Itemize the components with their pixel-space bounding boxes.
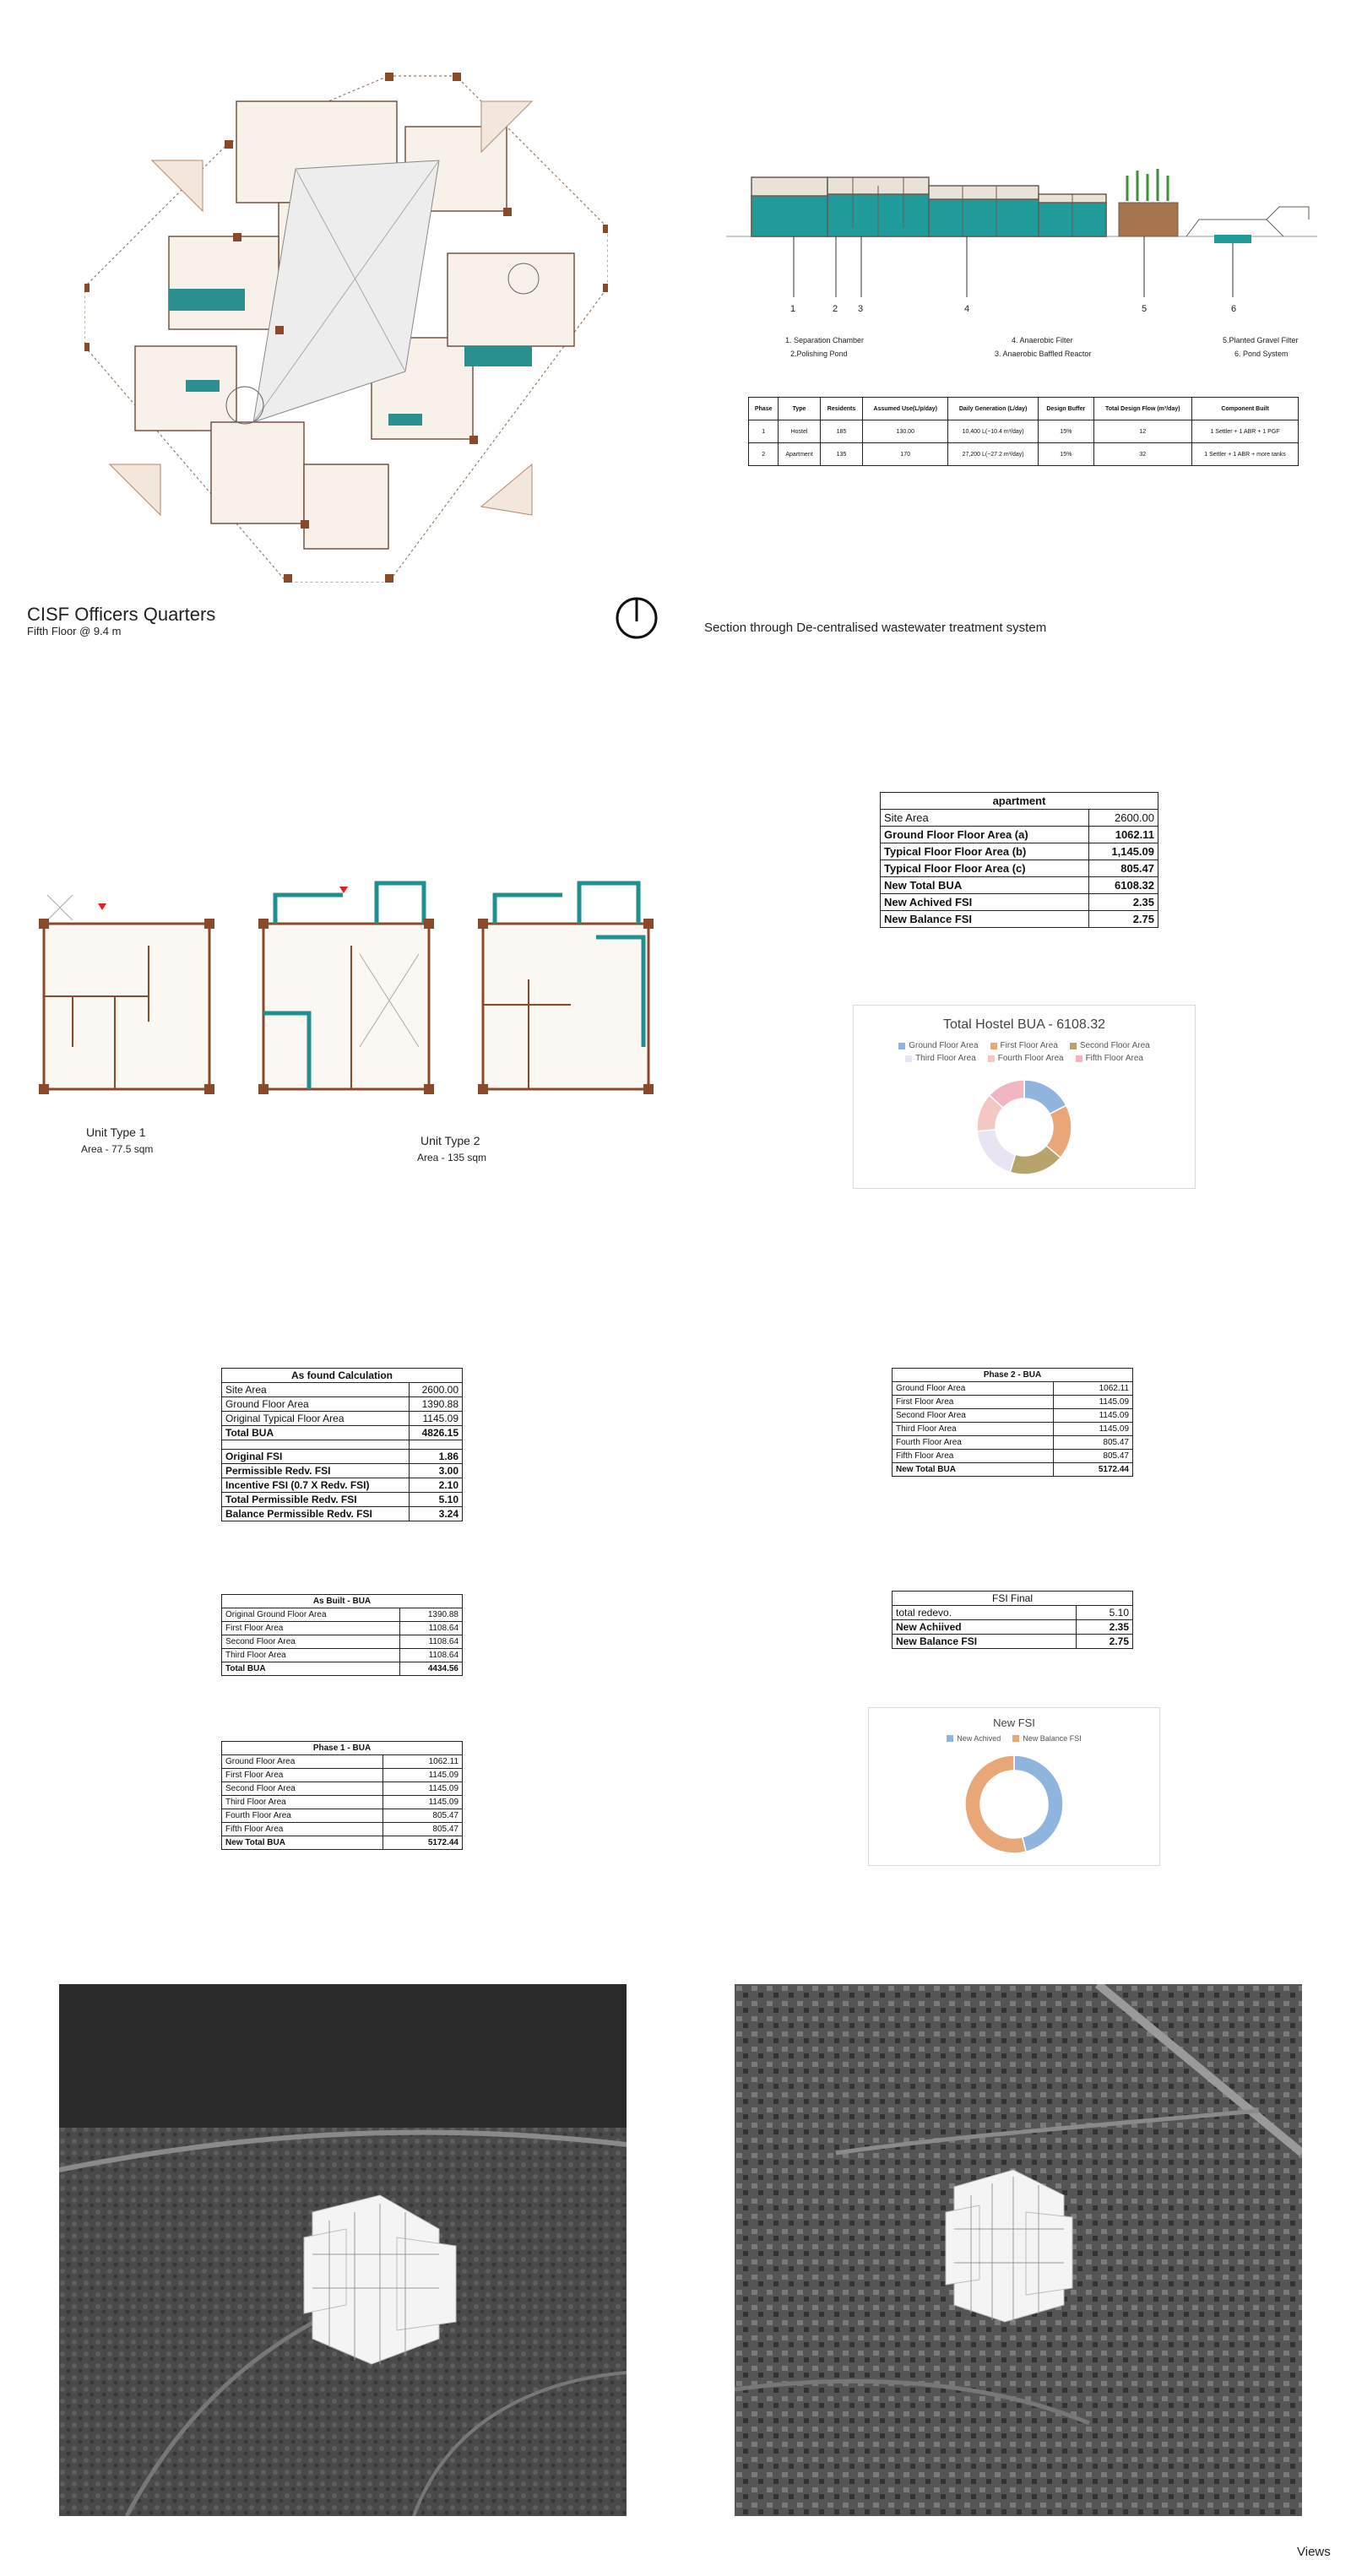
phase-1-table bbox=[221, 1741, 463, 1850]
legend-item bbox=[1076, 1054, 1143, 1063]
phase-2-table bbox=[892, 1368, 1133, 1477]
table-row bbox=[881, 894, 1158, 911]
legend-swatch bbox=[905, 1055, 912, 1062]
section-legend-item: 6. Pond System bbox=[1234, 350, 1289, 358]
table-header: Residents bbox=[820, 398, 863, 420]
apartment-table bbox=[880, 792, 1158, 928]
unit-type-1-label: Unit Type 1 bbox=[86, 1125, 146, 1139]
table-cell: Second Floor Area bbox=[222, 1782, 383, 1796]
table-row bbox=[222, 1649, 463, 1662]
table-title: Phase 2 - BUA bbox=[893, 1369, 1133, 1382]
table-cell: Third Floor Area bbox=[222, 1796, 383, 1809]
section-legend-item: 4. Anaerobic Filter bbox=[1012, 336, 1073, 344]
table-cell: 15% bbox=[1039, 420, 1094, 443]
aerial-view-2 bbox=[735, 1984, 1302, 2516]
table-cell: 805.47 bbox=[1054, 1450, 1133, 1463]
table-row bbox=[881, 810, 1158, 827]
table-row bbox=[893, 1620, 1133, 1635]
legend-item bbox=[1012, 1734, 1082, 1743]
section-legend-item: 5.Planted Gravel Filter bbox=[1223, 336, 1299, 344]
as-found-table bbox=[221, 1368, 463, 1521]
table-cell: 2 bbox=[749, 443, 779, 466]
section-number: 6 bbox=[1231, 304, 1237, 314]
table-header: Daily Generation (L/day) bbox=[948, 398, 1039, 420]
table-cell: Incentive FSI (0.7 X Redv. FSI) bbox=[222, 1478, 410, 1493]
table-cell: 805.47 bbox=[383, 1809, 463, 1823]
table-cell: 1390.88 bbox=[399, 1608, 462, 1622]
legend-swatch bbox=[990, 1043, 997, 1049]
table-cell: 1 Settler + 1 ABR + 1 PGF bbox=[1192, 420, 1299, 443]
table-cell: Typical Floor Floor Area (b) bbox=[881, 843, 1089, 860]
table-title: As found Calculation bbox=[222, 1369, 463, 1383]
legend-item bbox=[947, 1734, 1001, 1743]
table-cell: 10,400 L(~10.4 m³/day) bbox=[948, 420, 1039, 443]
table-cell: Fifth Floor Area bbox=[893, 1450, 1054, 1463]
table-cell: New Achived FSI bbox=[881, 894, 1089, 911]
table-row bbox=[749, 443, 1299, 466]
as-built-table bbox=[221, 1594, 463, 1676]
table-cell: 805.47 bbox=[383, 1823, 463, 1836]
table-cell: 1062.11 bbox=[1054, 1382, 1133, 1396]
table-cell: 130.00 bbox=[863, 420, 948, 443]
table-cell: 12 bbox=[1093, 420, 1191, 443]
table-cell: Second Floor Area bbox=[222, 1635, 400, 1649]
new-fsi-chart bbox=[868, 1707, 1160, 1866]
table-cell: 2.10 bbox=[409, 1478, 462, 1493]
table-cell: Site Area bbox=[222, 1383, 410, 1397]
table-row bbox=[222, 1397, 463, 1412]
table-cell: 5172.44 bbox=[383, 1836, 463, 1850]
table-row bbox=[222, 1464, 463, 1478]
table-cell: First Floor Area bbox=[893, 1396, 1054, 1409]
table-cell: Third Floor Area bbox=[893, 1423, 1054, 1436]
chart-title: Total Hostel BUA - 6108.32 bbox=[942, 1017, 1106, 1032]
table-row bbox=[222, 1608, 463, 1622]
legend-label: New Achived bbox=[957, 1734, 1001, 1743]
legend-swatch bbox=[1012, 1735, 1019, 1742]
plan-title: CISF Officers Quarters bbox=[27, 604, 216, 625]
table-title: As Built - BUA bbox=[222, 1595, 463, 1608]
table-cell: Permissible Redv. FSI bbox=[222, 1464, 410, 1478]
table-cell: 4826.15 bbox=[409, 1426, 462, 1440]
table-row bbox=[222, 1635, 463, 1649]
unit-type-2-plan-a bbox=[258, 878, 436, 1098]
table-header: Design Buffer bbox=[1039, 398, 1094, 420]
chart-title: New FSI bbox=[993, 1716, 1035, 1729]
table-cell: 1145.09 bbox=[409, 1412, 462, 1426]
legend-item bbox=[990, 1041, 1058, 1050]
table-cell: 1145.09 bbox=[1054, 1396, 1133, 1409]
table-row bbox=[222, 1769, 463, 1782]
table-row bbox=[881, 843, 1158, 860]
table-cell: 135 bbox=[820, 443, 863, 466]
chart-legend bbox=[869, 1734, 1159, 1743]
north-arrow-icon bbox=[615, 596, 659, 644]
table-cell: Site Area bbox=[881, 810, 1089, 827]
table-row bbox=[893, 1463, 1133, 1477]
table-cell: 2.35 bbox=[1089, 894, 1158, 911]
legend-swatch bbox=[1076, 1055, 1082, 1062]
table-cell: 1 Settler + 1 ABR + more tanks bbox=[1192, 443, 1299, 466]
table-title: apartment bbox=[881, 793, 1158, 810]
table-cell: 32 bbox=[1093, 443, 1191, 466]
table-cell: 1108.64 bbox=[399, 1649, 462, 1662]
chart-legend bbox=[879, 1041, 1169, 1063]
legend-swatch bbox=[947, 1735, 953, 1742]
table-row bbox=[893, 1635, 1133, 1649]
table-cell: New Total BUA bbox=[893, 1463, 1054, 1477]
legend-item bbox=[898, 1041, 978, 1050]
table-cell: Ground Floor Area bbox=[893, 1382, 1054, 1396]
section-number: 2 bbox=[833, 304, 838, 314]
table-cell: Balance Permissible Redv. FSI bbox=[222, 1507, 410, 1521]
table-row bbox=[881, 877, 1158, 894]
table-header: Phase bbox=[749, 398, 779, 420]
table-cell: New Balance FSI bbox=[881, 911, 1089, 928]
legend-label: Third Floor Area bbox=[915, 1054, 976, 1063]
section-number: 5 bbox=[1142, 304, 1148, 314]
legend-swatch bbox=[898, 1043, 905, 1049]
table-cell: 1108.64 bbox=[399, 1635, 462, 1649]
table-row bbox=[222, 1507, 463, 1521]
table-cell: Ground Floor Floor Area (a) bbox=[881, 827, 1089, 843]
new-fsi-donut bbox=[869, 1747, 1159, 1865]
plan-subtitle: Fifth Floor @ 9.4 m bbox=[27, 625, 122, 637]
table-cell: Typical Floor Floor Area (c) bbox=[881, 860, 1089, 877]
table-row bbox=[893, 1396, 1133, 1409]
table-cell: 2.35 bbox=[1076, 1620, 1132, 1635]
table-cell: 2600.00 bbox=[1089, 810, 1158, 827]
hostel-bua-chart bbox=[853, 1005, 1196, 1189]
table-row bbox=[222, 1622, 463, 1635]
table-row bbox=[222, 1478, 463, 1493]
table-cell: 27,200 L(~27.2 m³/day) bbox=[948, 443, 1039, 466]
section-caption: Section through De-centralised wastewater treatment system bbox=[704, 621, 1047, 635]
table-row bbox=[222, 1383, 463, 1397]
table-cell: Total BUA bbox=[222, 1426, 410, 1440]
table-cell: Fifth Floor Area bbox=[222, 1823, 383, 1836]
table-cell: 1062.11 bbox=[1089, 827, 1158, 843]
table-row bbox=[222, 1662, 463, 1676]
section-legend-item: 2.Polishing Pond bbox=[790, 350, 848, 358]
legend-label: Fifth Floor Area bbox=[1085, 1054, 1143, 1063]
legend-label: Ground Floor Area bbox=[909, 1041, 979, 1050]
table-row bbox=[222, 1836, 463, 1850]
table-cell: First Floor Area bbox=[222, 1622, 400, 1635]
table-cell: Third Floor Area bbox=[222, 1649, 400, 1662]
table-cell: 5172.44 bbox=[1054, 1463, 1133, 1477]
table-row bbox=[881, 860, 1158, 877]
table-cell: New Total BUA bbox=[222, 1836, 383, 1850]
table-cell: Original FSI bbox=[222, 1450, 410, 1464]
unit-type-2-area: Area - 135 sqm bbox=[417, 1152, 487, 1163]
table-cell: 185 bbox=[820, 420, 863, 443]
table-cell: Original Typical Floor Area bbox=[222, 1412, 410, 1426]
legend-label: Second Floor Area bbox=[1079, 1041, 1150, 1050]
views-label: Views bbox=[1297, 2545, 1331, 2559]
table-row bbox=[881, 911, 1158, 928]
table-cell: 1390.88 bbox=[409, 1397, 462, 1412]
table-cell: 4434.56 bbox=[399, 1662, 462, 1676]
table-row bbox=[893, 1450, 1133, 1463]
table-row bbox=[222, 1450, 463, 1464]
table-cell: 2.75 bbox=[1089, 911, 1158, 928]
unit-type-1-area: Area - 77.5 sqm bbox=[81, 1143, 154, 1155]
table-cell: 3.24 bbox=[409, 1507, 462, 1521]
table-cell: 2.75 bbox=[1076, 1635, 1132, 1649]
unit-type-2-label: Unit Type 2 bbox=[420, 1134, 480, 1147]
legend-label: First Floor Area bbox=[1000, 1041, 1058, 1050]
fifth-floor-plan bbox=[84, 68, 608, 583]
table-cell: 1108.64 bbox=[399, 1622, 462, 1635]
table-cell: 5.10 bbox=[1076, 1606, 1132, 1620]
table-cell: 1,145.09 bbox=[1089, 843, 1158, 860]
table-cell: 1.86 bbox=[409, 1450, 462, 1464]
table-row bbox=[222, 1412, 463, 1426]
table-row bbox=[222, 1755, 463, 1769]
table-cell: 1145.09 bbox=[383, 1782, 463, 1796]
table-row bbox=[881, 827, 1158, 843]
legend-label: Fourth Floor Area bbox=[997, 1054, 1064, 1063]
section-number: 3 bbox=[858, 304, 864, 314]
table-row bbox=[222, 1823, 463, 1836]
table-header: Type bbox=[779, 398, 820, 420]
table-cell: Original Ground Floor Area bbox=[222, 1608, 400, 1622]
table-header: Total Design Flow (m³/day) bbox=[1093, 398, 1191, 420]
table-row bbox=[893, 1423, 1133, 1436]
table-cell: total redevo. bbox=[893, 1606, 1077, 1620]
table-row bbox=[222, 1426, 463, 1440]
table-cell: 1145.09 bbox=[383, 1796, 463, 1809]
table-title: Phase 1 - BUA bbox=[222, 1742, 463, 1755]
table-cell: 805.47 bbox=[1089, 860, 1158, 877]
legend-item bbox=[1070, 1041, 1150, 1050]
table-cell: New Balance FSI bbox=[893, 1635, 1077, 1649]
donut-slice bbox=[977, 1130, 1016, 1172]
section-legend-item: 1. Separation Chamber bbox=[785, 336, 865, 344]
table-header: Assumed Use(L/p/day) bbox=[863, 398, 948, 420]
table-cell: 15% bbox=[1039, 443, 1094, 466]
table-cell: Fourth Floor Area bbox=[222, 1809, 383, 1823]
table-cell: 1145.09 bbox=[383, 1769, 463, 1782]
section-number: 4 bbox=[964, 304, 970, 314]
unit-type-1-plan bbox=[39, 895, 216, 1098]
table-cell: 170 bbox=[863, 443, 948, 466]
table-cell: New Achiived bbox=[893, 1620, 1077, 1635]
fsi-final-table bbox=[892, 1591, 1133, 1649]
table-row bbox=[893, 1436, 1133, 1450]
table-cell: Hostel bbox=[779, 420, 820, 443]
table-row bbox=[893, 1382, 1133, 1396]
table-cell: 1145.09 bbox=[1054, 1409, 1133, 1423]
table-row bbox=[893, 1409, 1133, 1423]
table-cell: Ground Floor Area bbox=[222, 1755, 383, 1769]
table-cell: Total BUA bbox=[222, 1662, 400, 1676]
table-cell: Ground Floor Area bbox=[222, 1397, 410, 1412]
table-row bbox=[222, 1796, 463, 1809]
table-cell: Total Permissible Redv. FSI bbox=[222, 1493, 410, 1507]
wastewater-design-table bbox=[748, 397, 1299, 466]
table-cell: New Total BUA bbox=[881, 877, 1089, 894]
legend-item bbox=[905, 1054, 976, 1063]
legend-label: New Balance FSI bbox=[1023, 1734, 1082, 1743]
table-cell: 805.47 bbox=[1054, 1436, 1133, 1450]
table-cell: 1062.11 bbox=[383, 1755, 463, 1769]
table-cell: Apartment bbox=[779, 443, 820, 466]
table-row bbox=[893, 1606, 1133, 1620]
legend-swatch bbox=[988, 1055, 995, 1062]
table-cell: 3.00 bbox=[409, 1464, 462, 1478]
wastewater-section-drawing bbox=[726, 152, 1317, 321]
table-row bbox=[222, 1809, 463, 1823]
table-cell: 5.10 bbox=[409, 1493, 462, 1507]
legend-swatch bbox=[1070, 1043, 1077, 1049]
unit-type-2-plan-b bbox=[478, 878, 655, 1098]
aerial-view-1 bbox=[59, 1984, 627, 2516]
table-cell: 1145.09 bbox=[1054, 1423, 1133, 1436]
hostel-bua-donut bbox=[854, 1076, 1195, 1186]
section-legend-item: 3. Anaerobic Baffled Reactor bbox=[995, 350, 1092, 358]
table-cell: 6108.32 bbox=[1089, 877, 1158, 894]
section-number: 1 bbox=[790, 304, 796, 314]
table-header: Component Built bbox=[1192, 398, 1299, 420]
table-cell: 1 bbox=[749, 420, 779, 443]
table-row bbox=[222, 1493, 463, 1507]
table-cell: Fourth Floor Area bbox=[893, 1436, 1054, 1450]
table-row bbox=[222, 1782, 463, 1796]
table-cell: 2600.00 bbox=[409, 1383, 462, 1397]
table-cell: First Floor Area bbox=[222, 1769, 383, 1782]
table-title: FSI Final bbox=[893, 1592, 1133, 1606]
table-cell: Second Floor Area bbox=[893, 1409, 1054, 1423]
legend-item bbox=[988, 1054, 1064, 1063]
table-row bbox=[749, 420, 1299, 443]
